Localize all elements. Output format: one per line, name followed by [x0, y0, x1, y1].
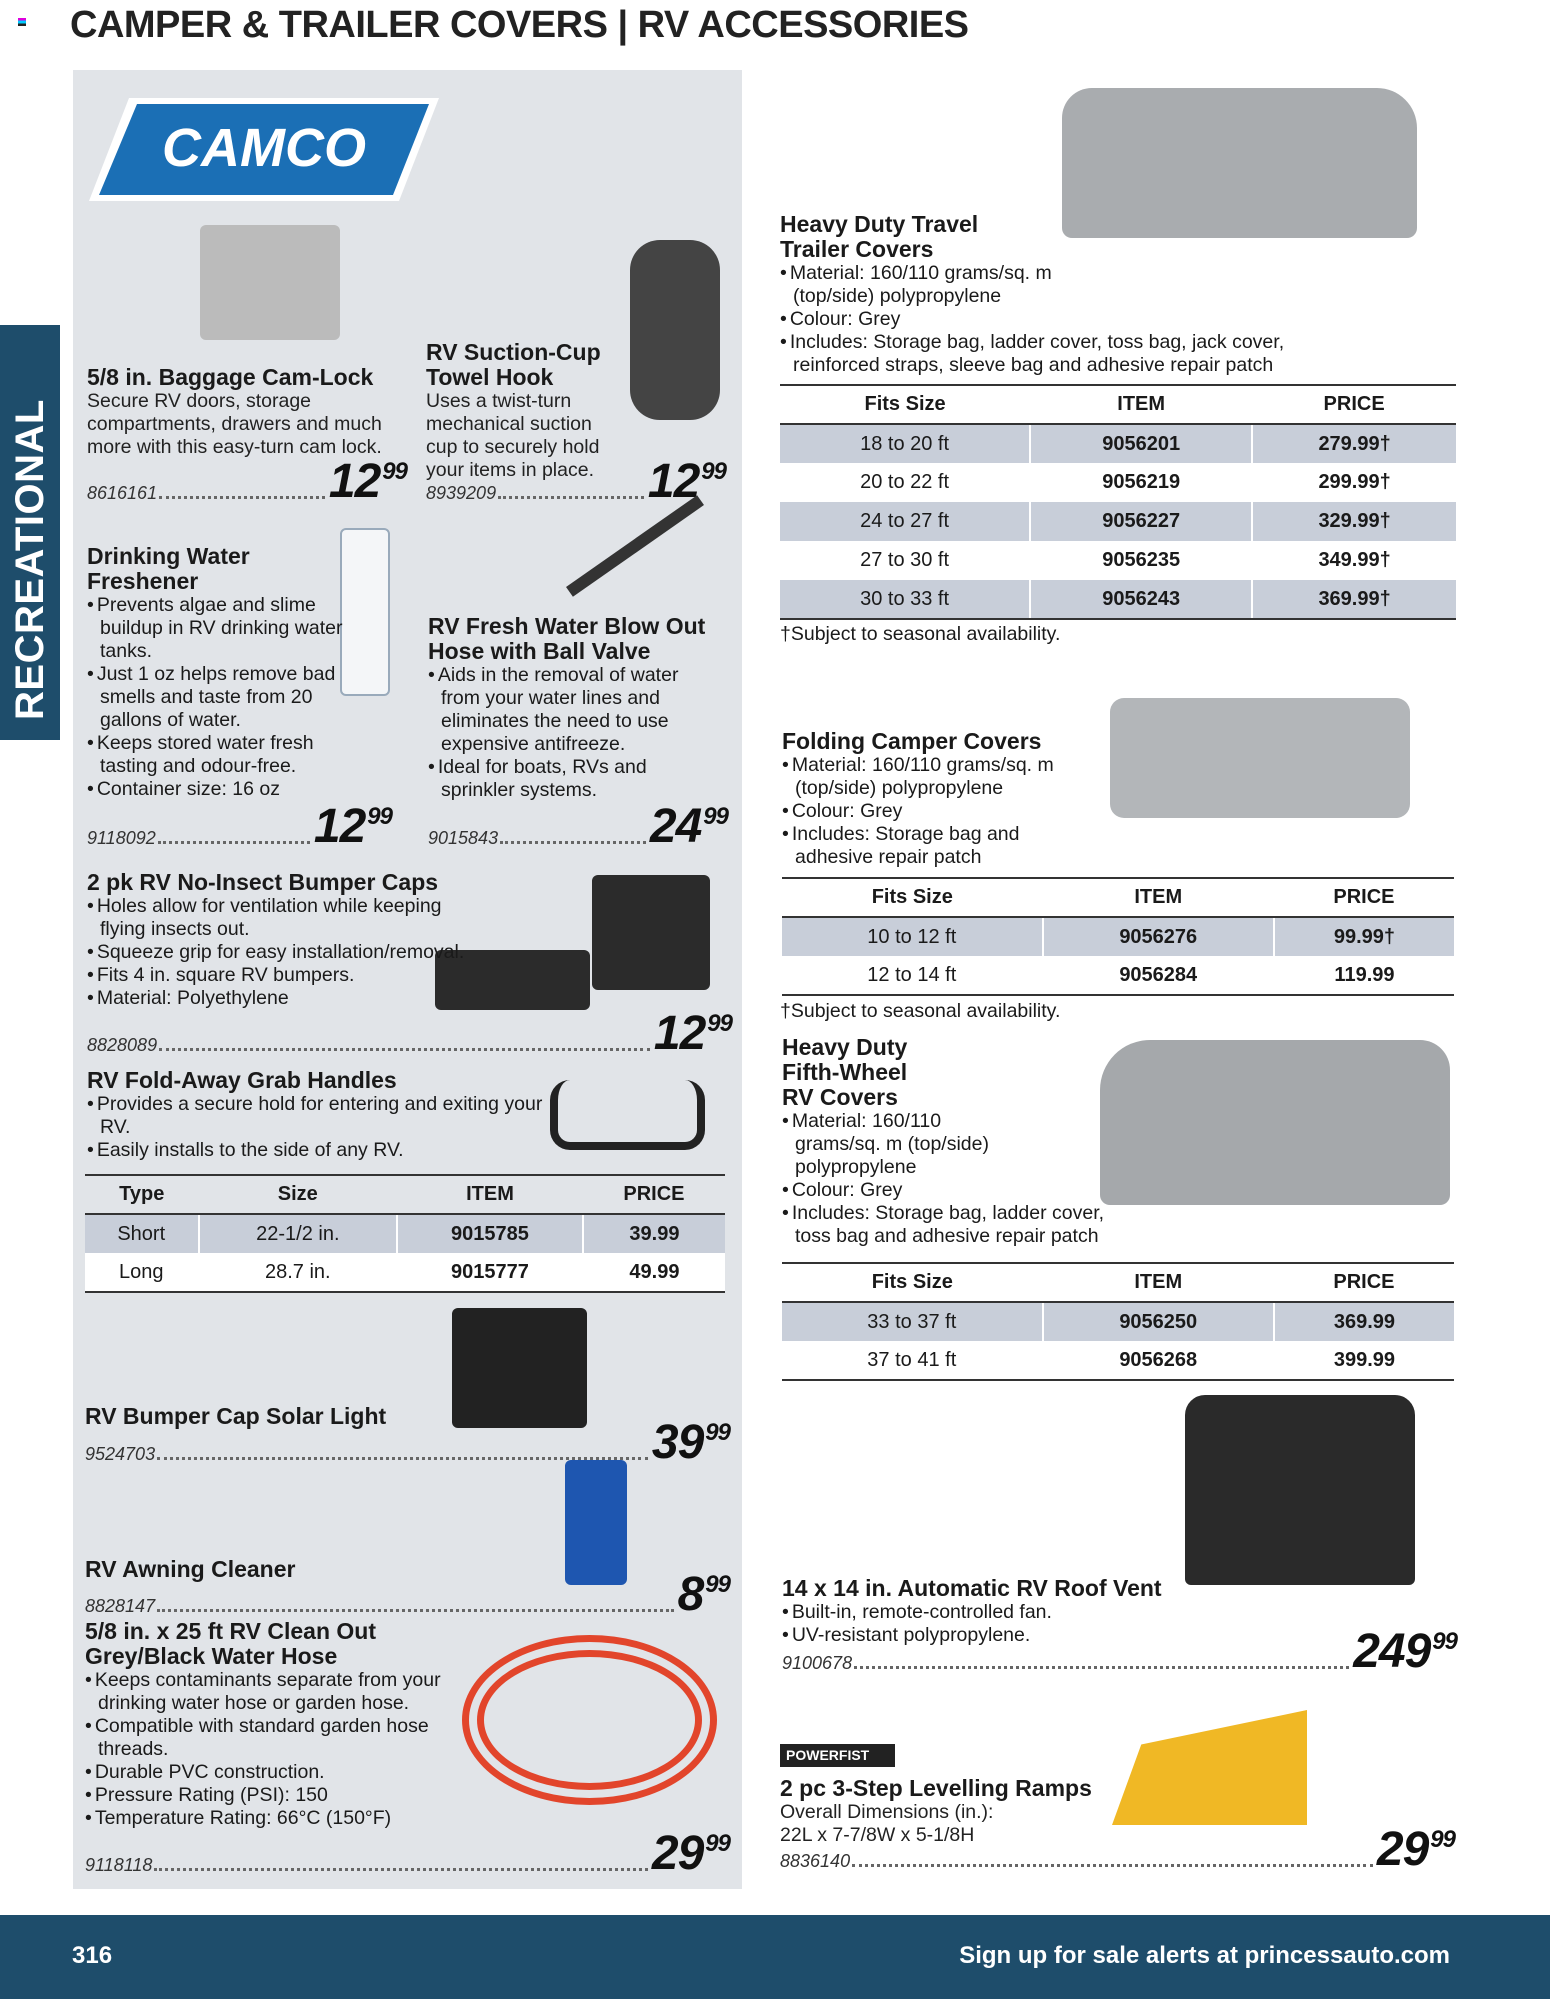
table-cell: 369.99† [1252, 580, 1456, 619]
price-dollars [782, 878, 1454, 995]
table-row [782, 878, 1454, 917]
table-cell: 18 to 20 ft [780, 424, 1030, 463]
dotted-leader [498, 496, 644, 499]
table-cell: 49.99 [583, 1253, 725, 1292]
grab-handles-table [85, 1174, 725, 1293]
sku-row [87, 800, 392, 853]
bullet: • Container size: 16 oz [87, 778, 347, 801]
product-title: RV Bumper Cap Solar Light [85, 1403, 387, 1429]
product-description: Secure RV doors, storage compartments, drawers and much more with this easy-turn cam lock. [87, 390, 382, 458]
bullet: • Includes: Storage bag, ladder cover, toss bag, jack cover, reinforced straps, sleeve bag and adhesive repair patch [780, 331, 1340, 377]
sku: 8616161 [87, 483, 158, 503]
product-clean-out-hose [85, 1619, 455, 1830]
bullet: • Holes allow for ventilation while keeping flying insects out. [87, 895, 467, 941]
price-cents: 99 [701, 458, 726, 485]
table-row [782, 1263, 1454, 1302]
table-cell: 30 to 33 ft [780, 580, 1030, 619]
bullet: • Built-in, remote-controlled fan. [782, 1601, 1302, 1624]
bullet: • Prevents algae and slime buildup in RV drinking water tanks. [87, 594, 347, 663]
product-title: RV Suction-Cup Towel Hook [426, 339, 601, 390]
sku-row [85, 1562, 730, 1621]
table-cell: 12 to 14 ft [782, 956, 1043, 995]
roof-vent-image [1185, 1395, 1415, 1585]
table-row [780, 541, 1456, 580]
product-cam-lock [87, 365, 387, 459]
product-title: 5/8 in. Baggage Cam-Lock [87, 364, 374, 390]
bullet: • Colour: Grey [782, 800, 1122, 823]
product-title: 5/8 in. x 25 ft RV Clean Out Grey/Black Water Hose [85, 1618, 376, 1669]
price-dollars [85, 1669, 455, 1830]
table-cell: 119.99 [1274, 956, 1454, 995]
product-fifth-wheel-covers [782, 1035, 1142, 1248]
price-cents: 99 [1430, 1826, 1455, 1853]
fifth-wheel-table [782, 1262, 1454, 1381]
bullet: • Keeps stored water fresh tasting and odour-free. [87, 732, 347, 778]
sku: 9118118 [85, 1855, 153, 1875]
table-cell: 28.7 in. [199, 1253, 398, 1292]
product-title: Heavy Duty Travel Trailer Covers [780, 211, 979, 262]
table-cell: 349.99† [1252, 541, 1456, 580]
cam-lock-image [200, 225, 340, 340]
table-row [85, 1214, 725, 1253]
towel-hook-image [630, 240, 720, 420]
sku: 8836140 [780, 1851, 851, 1871]
price-dollars: 29 [1376, 1823, 1429, 1876]
bullet: • Compatible with standard garden hose threads. [85, 1715, 455, 1761]
price-dollars [780, 262, 1340, 377]
sku: 8828147 [85, 1596, 156, 1616]
folding-camper-cover-image [1110, 698, 1410, 818]
dotted-leader [854, 1666, 1349, 1669]
product-folding-camper-covers [782, 729, 1122, 869]
table-cell: 99.99† [1274, 917, 1454, 956]
section-tab [0, 325, 60, 740]
table-header-cell: Size [199, 1175, 398, 1214]
price-dollars [87, 1093, 557, 1162]
signup-link[interactable]: Sign up for sale alerts at princessauto.com [959, 1942, 1450, 1969]
table-cell: 22-1/2 in. [199, 1214, 398, 1253]
price-cents: 99 [705, 1419, 730, 1446]
price [328, 455, 407, 508]
table-header-cell: Fits Size [780, 385, 1030, 424]
table-cell: 9056250 [1043, 1302, 1274, 1341]
bullet: • Just 1 oz helps remove bad smells and taste from 20 gallons of water. [87, 663, 347, 732]
price [651, 1827, 730, 1880]
folding-camper-table [782, 877, 1454, 996]
table-cell: Short [85, 1214, 199, 1253]
table-header-cell: PRICE [1274, 878, 1454, 917]
price [651, 1416, 730, 1469]
price-dollars: CAMCO [162, 118, 366, 178]
table-cell: 9015777 [397, 1253, 583, 1292]
footnote: †Subject to seasonal availability. [780, 623, 1061, 645]
dotted-leader [159, 1048, 650, 1051]
table-row [782, 1341, 1454, 1380]
water-hose-image [462, 1635, 717, 1805]
table-cell: 9056201 [1030, 424, 1252, 463]
table-header-cell: Fits Size [782, 1263, 1043, 1302]
product-title: Drinking Water Freshener [87, 543, 250, 594]
product-title: Folding Camper Covers [782, 728, 1042, 754]
table-cell: 10 to 12 ft [782, 917, 1043, 956]
sku: 8939209 [426, 483, 497, 503]
product-water-freshener [87, 544, 347, 801]
bullet: • Pressure Rating (PSI): 150 [85, 1784, 455, 1807]
dotted-leader [500, 841, 646, 844]
price-dollars [428, 664, 718, 802]
bullet: • Easily installs to the side of any RV. [87, 1139, 557, 1162]
table-cell: 9056235 [1030, 541, 1252, 580]
table-cell: 299.99† [1252, 463, 1456, 502]
product-description: Uses a twist-turn mechanical suction cup to securely hold your items in place. [426, 390, 600, 481]
table-header-cell: Fits Size [782, 878, 1043, 917]
product-grab-handles [87, 1068, 557, 1162]
price [1353, 1625, 1457, 1678]
table-cell: 9056268 [1043, 1341, 1274, 1380]
product-title: RV Fresh Water Blow Out Hose with Ball Valve [428, 613, 706, 664]
table-header-cell: ITEM [1043, 1263, 1274, 1302]
dotted-leader [852, 1864, 1373, 1867]
dotted-leader [159, 496, 325, 499]
product-title: 2 pk RV No-Insect Bumper Caps [87, 869, 439, 895]
sku-row [85, 1410, 730, 1469]
table-cell: Long [85, 1253, 199, 1292]
bullet: • Aids in the removal of water from your water lines and eliminates the need to use expensive antifreeze. [428, 664, 718, 756]
price [677, 1568, 730, 1621]
table-header-cell: PRICE [1252, 385, 1456, 424]
levelling-ramp-image [1112, 1710, 1307, 1825]
bumper-cap-image [592, 875, 710, 990]
table-row [780, 502, 1456, 541]
table-cell: 9015785 [397, 1214, 583, 1253]
sku: 8828089 [87, 1035, 158, 1055]
table-header-cell: PRICE [1274, 1263, 1454, 1302]
table-cell: 9056284 [1043, 956, 1274, 995]
sku-row [87, 455, 407, 508]
price-cents: 99 [705, 1571, 730, 1598]
page-number: 316 [72, 1942, 113, 1969]
table-cell: 39.99 [583, 1214, 725, 1253]
price-dollars [85, 1175, 725, 1292]
dotted-leader [154, 1868, 648, 1871]
travel-trailer-table [780, 384, 1456, 620]
price [649, 800, 728, 853]
product-title: RV Fold-Away Grab Handles [87, 1067, 397, 1093]
bullet: • Temperature Rating: 66°C (150°F) [85, 1807, 455, 1830]
table-row [782, 917, 1454, 956]
table-row [780, 424, 1456, 463]
sku: 9524703 [85, 1444, 156, 1464]
product-title: Heavy Duty Fifth-Wheel RV Covers [782, 1034, 908, 1110]
table-cell: 24 to 27 ft [780, 502, 1030, 541]
water-freshener-bottle-image [340, 528, 390, 696]
footnote: †Subject to seasonal availability. [780, 1000, 1061, 1022]
product-title: RV Awning Cleaner [85, 1556, 296, 1582]
price-dollars: 12 [647, 455, 700, 508]
product-bumper-caps [87, 870, 467, 1010]
price-dollars [780, 385, 1456, 619]
table-cell: 369.99 [1274, 1302, 1454, 1341]
price [647, 455, 726, 508]
price-dollars [87, 594, 347, 801]
bullet: • Keeps contaminants separate from your drinking water hose or garden hose. [85, 1669, 455, 1715]
product-travel-trailer-covers [780, 212, 1340, 377]
section-tab-label: RECREATIONAL [8, 399, 52, 720]
table-cell: 279.99† [1252, 424, 1456, 463]
price-dollars: 8 [677, 1568, 704, 1621]
table-cell: 33 to 37 ft [782, 1302, 1043, 1341]
table-row [780, 463, 1456, 502]
bullet: • Includes: Storage bag and adhesive repair patch [782, 823, 1042, 869]
table-header-cell: Type [85, 1175, 199, 1214]
footer-bar [0, 1915, 1550, 1999]
price-dollars: 39 [651, 1416, 704, 1469]
price [653, 1007, 732, 1060]
page-title: CAMPER & TRAILER COVERS | RV ACCESSORIES [70, 4, 969, 46]
product-description: Overall Dimensions (in.): 22L x 7-7/8W x 5-1/8H [780, 1801, 994, 1846]
table-cell: 9056276 [1043, 917, 1274, 956]
table-row [85, 1175, 725, 1214]
price-cents: 99 [1432, 1628, 1457, 1655]
bullet: • Colour: Grey [780, 308, 1340, 331]
table-header-cell: ITEM [1043, 878, 1274, 917]
sku-row [428, 800, 728, 853]
bullet: • Includes: Storage bag, ladder cover, toss bag and adhesive repair patch [782, 1202, 1142, 1248]
price-dollars: 29 [651, 1827, 704, 1880]
table-cell: 37 to 41 ft [782, 1341, 1043, 1380]
price-dollars [782, 1263, 1454, 1380]
price-dollars: 12 [653, 1007, 706, 1060]
price-dollars [782, 1110, 1142, 1248]
sku-row [87, 1007, 732, 1060]
bullet: • Squeeze grip for easy installation/removal. [87, 941, 467, 964]
price-dollars [87, 895, 467, 1010]
bullet: • Durable PVC construction. [85, 1761, 455, 1784]
price [313, 800, 392, 853]
fifth-wheel-cover-image [1100, 1040, 1450, 1205]
price-dollars [782, 754, 1122, 869]
print-registration-mark [18, 18, 26, 26]
table-cell: 9056219 [1030, 463, 1252, 502]
table-row [782, 956, 1454, 995]
dotted-leader [157, 1609, 674, 1612]
bullet: • UV-resistant polypropylene. [782, 1624, 1302, 1647]
sku: 9118092 [87, 828, 156, 848]
table-row [782, 1302, 1454, 1341]
table-row [780, 385, 1456, 424]
bullet: • Material: 160/110 grams/sq. m (top/side) polypropylene [782, 1110, 1022, 1179]
bullet: • Material: 160/110 grams/sq. m (top/side) polypropylene [782, 754, 1122, 800]
sku: 9100678 [782, 1653, 853, 1673]
table-header-cell: ITEM [397, 1175, 583, 1214]
table-header-cell: ITEM [1030, 385, 1252, 424]
price-cents: 99 [367, 803, 392, 830]
bullet: • Colour: Grey [782, 1179, 1142, 1202]
table-cell: 399.99 [1274, 1341, 1454, 1380]
product-title: 14 x 14 in. Automatic RV Roof Vent [782, 1575, 1162, 1601]
sku-row [782, 1625, 1457, 1678]
table-row [85, 1253, 725, 1292]
price-cents: 99 [382, 458, 407, 485]
table-cell: 20 to 22 ft [860, 471, 950, 493]
price-cents: 99 [707, 1010, 732, 1037]
price-dollars: 249 [1353, 1625, 1431, 1678]
price-cents: 99 [703, 803, 728, 830]
table-cell: 329.99† [1252, 502, 1456, 541]
product-blow-out-hose [428, 614, 718, 802]
powerfist-logo [780, 1744, 895, 1767]
sku: 9015843 [428, 828, 499, 848]
bullet: • Material: Polyethylene [87, 987, 467, 1010]
table-row [780, 580, 1456, 619]
bullet: • Ideal for boats, RVs and sprinkler systems. [428, 756, 718, 802]
grab-handle-image [550, 1080, 705, 1150]
price-cents: 99 [705, 1830, 730, 1857]
sku-row [426, 455, 726, 508]
bullet: • Provides a secure hold for entering and exiting your RV. [87, 1093, 557, 1139]
price-dollars: POWERFIST [786, 1747, 870, 1763]
bullet: • Fits 4 in. square RV bumpers. [87, 964, 467, 987]
price-dollars: 24 [649, 800, 702, 853]
bullet: • Material: 160/110 grams/sq. m (top/side) polypropylene [780, 262, 1120, 308]
sku-row [85, 1827, 730, 1880]
table-cell: 9056227 [1030, 502, 1252, 541]
dotted-leader [158, 841, 310, 844]
price-dollars: 12 [313, 800, 366, 853]
product-title: 2 pc 3-Step Levelling Ramps [780, 1775, 1092, 1801]
table-cell: 27 to 30 ft [860, 549, 950, 571]
price-dollars: 12 [328, 455, 381, 508]
table-cell: 9056243 [1030, 580, 1252, 619]
table-header-cell: PRICE [583, 1175, 725, 1214]
camco-logo [89, 98, 439, 201]
price [1376, 1823, 1455, 1876]
